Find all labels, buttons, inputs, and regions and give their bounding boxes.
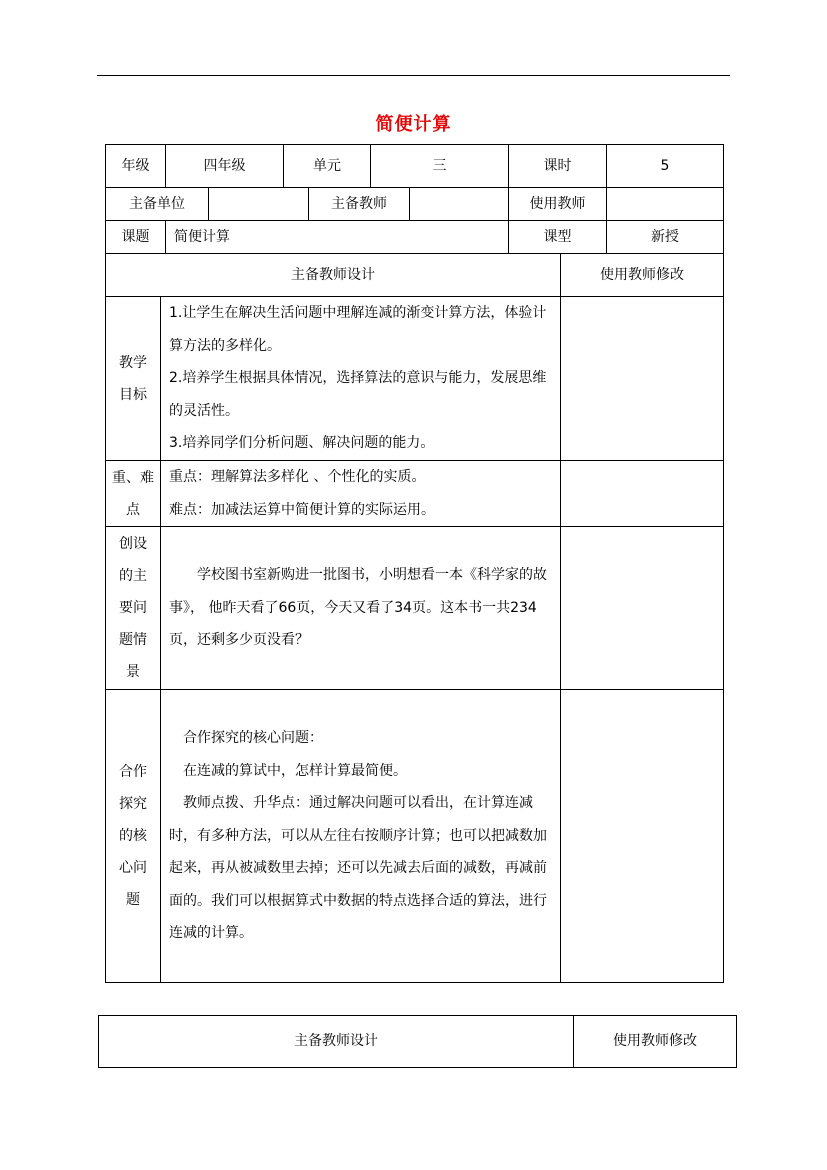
lead-teacher-value [410,188,509,221]
scenario-label-line: 要问 [119,600,147,616]
core-label-line: 的核 [119,828,147,844]
org-label: 主备单位 [106,188,209,221]
core-content [161,690,561,983]
bottom-modify-column-header: 使用教师修改 [574,1016,737,1068]
scenario-row [106,527,724,690]
lesson-table [105,253,724,983]
goal-item: 1.让学生在解决生活问题中理解连减的渐变计算方法，体验计算方法的多样化。 [169,305,547,354]
column-header-row [106,254,724,297]
scenario-label [106,527,161,690]
key-point-item: 重点：理解算法多样化 、个性化的实质。 [169,469,426,485]
core-label [106,690,161,983]
meta-table-row1 [105,144,724,188]
topic-label: 课题 [106,221,166,254]
core-row [106,690,724,983]
core-label-line: 心问 [119,860,147,876]
unit-label: 单元 [284,145,371,188]
period-value: 5 [607,145,724,188]
design-column-header: 主备教师设计 [106,254,561,297]
grade-label: 年级 [106,145,166,188]
unit-value: 三 [371,145,509,188]
goals-row [106,297,724,461]
goal-item: 2.培养学生根据具体情况，选择算法的意识与能力，发展思维的灵活性。 [169,370,547,419]
scenario-label-line: 景 [126,664,140,680]
user-teacher-label: 使用教师 [509,188,607,221]
goal-item: 3.培养同学们分析问题、解决问题的能力。 [169,435,435,452]
core-label-line: 题 [126,892,140,908]
bottom-design-column-header: 主备教师设计 [99,1016,574,1068]
goals-label-line: 目标 [119,386,147,403]
org-value [209,188,309,221]
user-teacher-value [607,188,724,221]
key-points-content [161,461,561,527]
key-points-label-line: 重、难 [112,469,154,486]
scenario-label-line: 题情 [119,632,147,648]
goals-label [106,297,161,461]
scenario-modify-cell [561,527,724,690]
goals-content [161,297,561,461]
core-item: 教师点拨、升华点：通过解决问题可以看出，在计算连减时，有多种方法，可以从左往右按顺序计算；也可以把减数加起来，再从被减数里去掉；还可以先减去后面的减数，再减前面的。我们可以根据算式中数据的特点选择合适的算法，进行连减的计算。 [169,795,547,942]
core-label-line: 合作 [119,764,147,780]
scenario-label-line: 的主 [119,568,147,584]
grade-value: 四年级 [166,145,284,188]
key-points-modify-cell [561,461,724,527]
scenario-content [161,527,561,690]
period-label: 课时 [509,145,607,188]
goals-modify-cell [561,297,724,461]
bottom-header-table [98,1015,737,1068]
key-point-item: 难点：加减法运算中简便计算的实际运用。 [169,501,435,518]
type-label: 课型 [509,221,607,254]
header-rule [97,75,730,76]
core-modify-cell [561,690,724,983]
type-value: 新授 [607,221,724,254]
scenario-label-line: 创设 [119,536,147,552]
document-title: 简便计算 [375,114,452,135]
meta-table-row2 [105,187,724,221]
core-item: 在连减的算试中，怎样计算最简便。 [183,762,407,779]
modify-column-header: 使用教师修改 [561,254,724,297]
meta-table-row3 [105,220,724,254]
lead-teacher-label: 主备教师 [309,188,410,221]
topic-value: 简便计算 [166,221,509,254]
key-points-label [106,461,161,527]
key-points-row [106,461,724,527]
scenario-text: 学校图书室新购进一批图书，小明想看一本《科学家的故事》， 他昨天看了66页，今天又看了34页。这本书一共234页，还剩多少页没看？ [169,567,547,649]
goals-label-line: 教学 [119,354,147,371]
core-item: 合作探究的核心问题： [183,730,323,747]
core-label-line: 探究 [119,796,147,812]
key-points-label-line: 点 [126,501,140,518]
